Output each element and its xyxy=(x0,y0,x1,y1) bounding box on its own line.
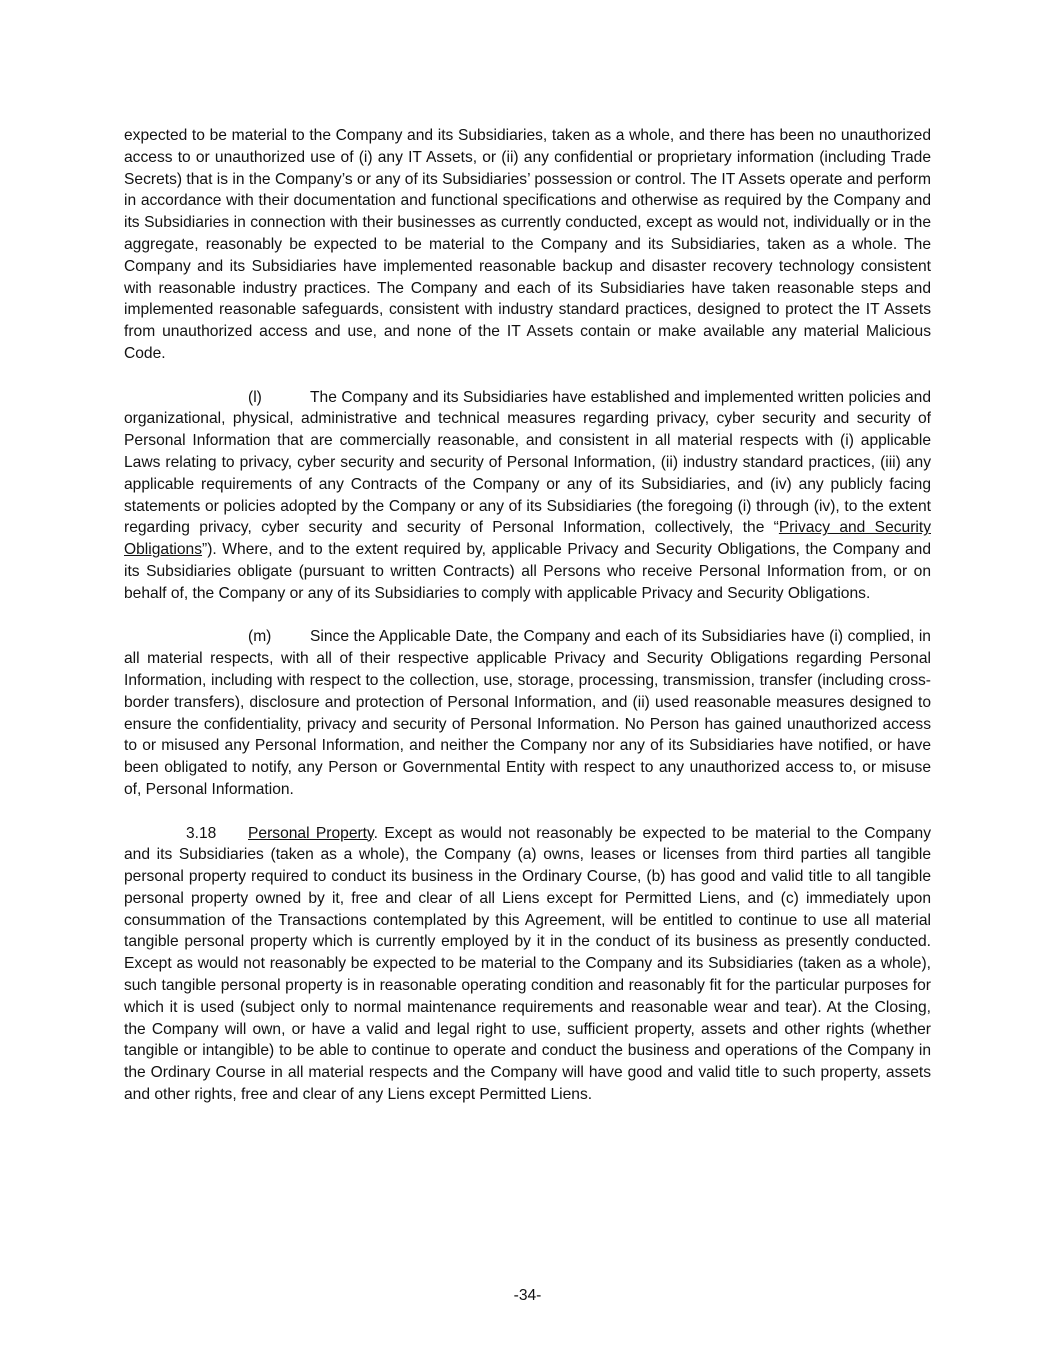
paragraph-l xyxy=(124,387,931,605)
section-3-18 xyxy=(124,823,931,1106)
document-page xyxy=(124,125,931,1128)
paragraph-m-text: Since the Applicable Date, the Company and each of its Subsidiaries have (i) complied, in all material respects, with all of their respective applicable Privacy and Security Obligations regarding Personal Information, including with respect to the collection, use, storage, processing, transmission, transfer (including cross-border transfers), disclosure and protection of Personal Information, and (ii) used reasonable measures designed to ensure the confidentiality, privacy and security of Personal Information. No Person has gained unauthorized access to or misused any Personal Information, and neither the Company nor any of its Subsidiaries have notified, or have been obligated to notify, any Person or Governmental Entity with respect to any unauthorized access to, or misuse of, Personal Information. xyxy=(124,628,931,798)
section-3-18-number: 3.18 xyxy=(186,824,217,842)
paragraph-l-text-after: ”). Where, and to the extent required by, applicable Privacy and Security Obligations, the Company and its Subsidiaries obligate (pursuant to written Contracts) all Persons who receive Personal Information from, or on behalf of, the Company or any of its Subsidiaries to comply with applicable Privacy and Security Obligations. xyxy=(124,541,931,602)
paragraph-continuation xyxy=(124,125,931,365)
section-3-18-text: . Except as would not reasonably be expected to be material to the Company and its Subsidiaries (taken as a whole), the Company (a) owns, leases or licenses from third parties all tangible personal property required to conduct its business in the Ordinary Course, (b) has good and valid title to all tangible personal property owned by it, free and clear of all Liens except for Permitted Liens, and (c) immediately upon consummation of the Transactions contemplated by this Agreement, will be entitled to continue to use all material tangible personal property which is currently employed by it in the conduct of its business as presently conducted. Except as would not reasonably be expected to be material to the Company and its Subsidiaries (taken as a whole), such tangible personal property is in reasonable operating condition and reasonably fit for the particular purposes for which it is used (subject only to normal maintenance requirements and reasonable wear and tear). At the Closing, the Company will own, or have a valid and legal right to use, sufficient property, assets and other rights (whether tangible or intangible) to be able to continue to operate and conduct the business and operations of the Company in the Ordinary Course in all material respects and the Company will have good and valid title to such property, assets and other rights, free and clear of any Liens except Permitted Liens. xyxy=(124,824,931,1104)
section-3-18-heading: Personal Property xyxy=(248,824,374,842)
paragraph-continuation-text: expected to be material to the Company and its Subsidiaries, taken as a whole, and there has been no unauthorized access to or unauthorized use of (i) any IT Assets, or (ii) any confidential or proprietary information (including Trade Secrets) that is in the Company’s or any of its Subsidiaries’ possession or control. The IT Assets operate and perform in accordance with their documentation and functional specifications and otherwise as required by the Company and its Subsidiaries in connection with their businesses as currently conducted, except as would not, individually or in the aggregate, reasonably be expected to be material to the Company and its Subsidiaries, taken as a whole. The Company and its Subsidiaries have implemented reasonable backup and disaster recovery technology consistent with reasonable industry practices. The Company and each of its Subsidiaries have taken reasonable steps and implemented reasonable safeguards, consistent with industry standard practices, designed to protect the IT Assets from unauthorized access and use, and none of the IT Assets contain or make available any material Malicious Code. xyxy=(124,127,931,362)
defined-term-privacy-security-obligations: Privacy and Security Obligations xyxy=(124,519,931,559)
paragraph-l-number: (l) xyxy=(248,388,262,406)
paragraph-m-number: (m) xyxy=(248,628,272,646)
page-number: -34- xyxy=(513,1287,542,1304)
paragraph-l-text-before: The Company and its Subsidiaries have established and implemented written policies and organizational, physical, administrative and technical measures regarding privacy, cyber security and security of Personal Information that are commercially reasonable, and consistent in all material respects with (i) applicable Laws relating to privacy, cyber security and security of Personal Information, (ii) industry standard practices, (iii) any applicable requirements of any Contracts of the Company or any of its Subsidiaries, and (iv) any publicly facing statements or policies adopted by the Company or any of its Subsidiaries (the foregoing (i) through (iv), to the extent regarding privacy, cyber security and security of Personal Information, collectively, the “ xyxy=(124,388,931,537)
paragraph-m xyxy=(124,626,931,800)
